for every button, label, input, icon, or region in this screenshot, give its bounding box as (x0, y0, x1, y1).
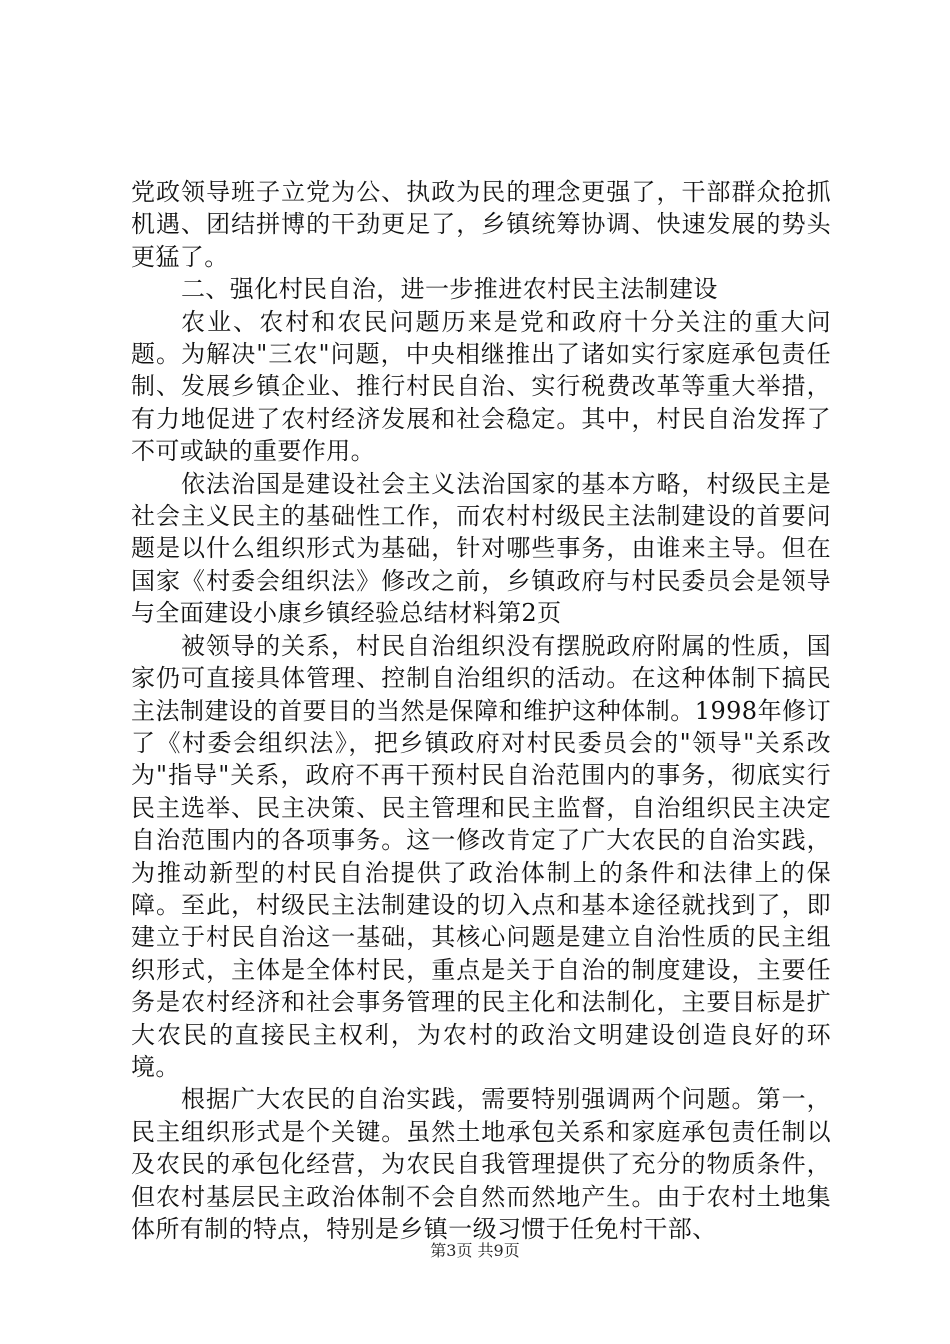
paragraph: 依法治国是建设社会主义法治国家的基本方略，村级民主是社会主义民主的基础性工作，而农村村级民主法制建设的首要问题是以什么组织形式为基础，针对哪些事务，由谁来主导。但在国家《村委会组织法》修改之前，乡镇政府与村民委员会是领导与全面建设小康乡镇经验总结材料第2页 (131, 469, 831, 628)
section-heading: 二、强化村民自治，进一步推进农村民主法制建设 (181, 275, 718, 304)
paragraph: 被领导的关系，村民自治组织没有摆脱政府附属的性质，国家仍可直接具体管理、控制自治组织的活动。在这种体制下搞民主法制建设的首要目的当然是保障和维护这种体制。1998年修订了《村委会组织法》，把乡镇政府对村民委员会的"领导"关系改为"指导"关系，政府不再干预村民自治范围内的事务，彻底实行民主选举、民主决策、民主管理和民主监督，自治组织民主决定自治范围内的各项事务。这一修改肯定了广大农民的自治实践，为推动新型的村民自治提供了政治体制上的条件和法律上的保障。至此，村级民主法制建设的切入点和基本途径就找到了，即建立于村民自治这一基础，其核心问题是建立自治性质的民主组织形式，主体是全体村民，重点是关于自治的制度建设，主要任务是农村经济和社会事务管理的民主化和法制化，主要目标是扩大农民的直接民主权利，为农村的政治文明建设创造良好的环境。 (131, 631, 831, 1081)
paragraph: 根据广大农民的自治实践，需要特别强调两个问题。第一，民主组织形式是个关键。虽然土地承包关系和家庭承包责任制以及农民的承包化经营，为农民自我管理提供了充分的物质条件，但农村基层民主政治体制不会自然而然地产生。由于农村土地集体所有制的特点，特别是乡镇一级习惯于任免村干部、 (131, 1085, 831, 1243)
paragraph: 农业、农村和农民问题历来是党和政府十分关注的重大问题。为解决"三农"问题，中央相继推出了诸如实行家庭承包责任制、发展乡镇企业、推行村民自治、实行税费改革等重大举措，有力地促进了农村经济发展和社会稳定。其中，村民自治发挥了不可或缺的重要作用。 (131, 307, 831, 466)
document-body (131, 176, 831, 1245)
paragraph: 党政领导班子立党为公、执政为民的理念更强了，干部群众抢抓机遇、团结拼博的干劲更足了，乡镇统筹协调、快速发展的势头更猛了。 (131, 178, 831, 271)
page-number-footer: 第3页 共9页 (430, 1241, 520, 1260)
